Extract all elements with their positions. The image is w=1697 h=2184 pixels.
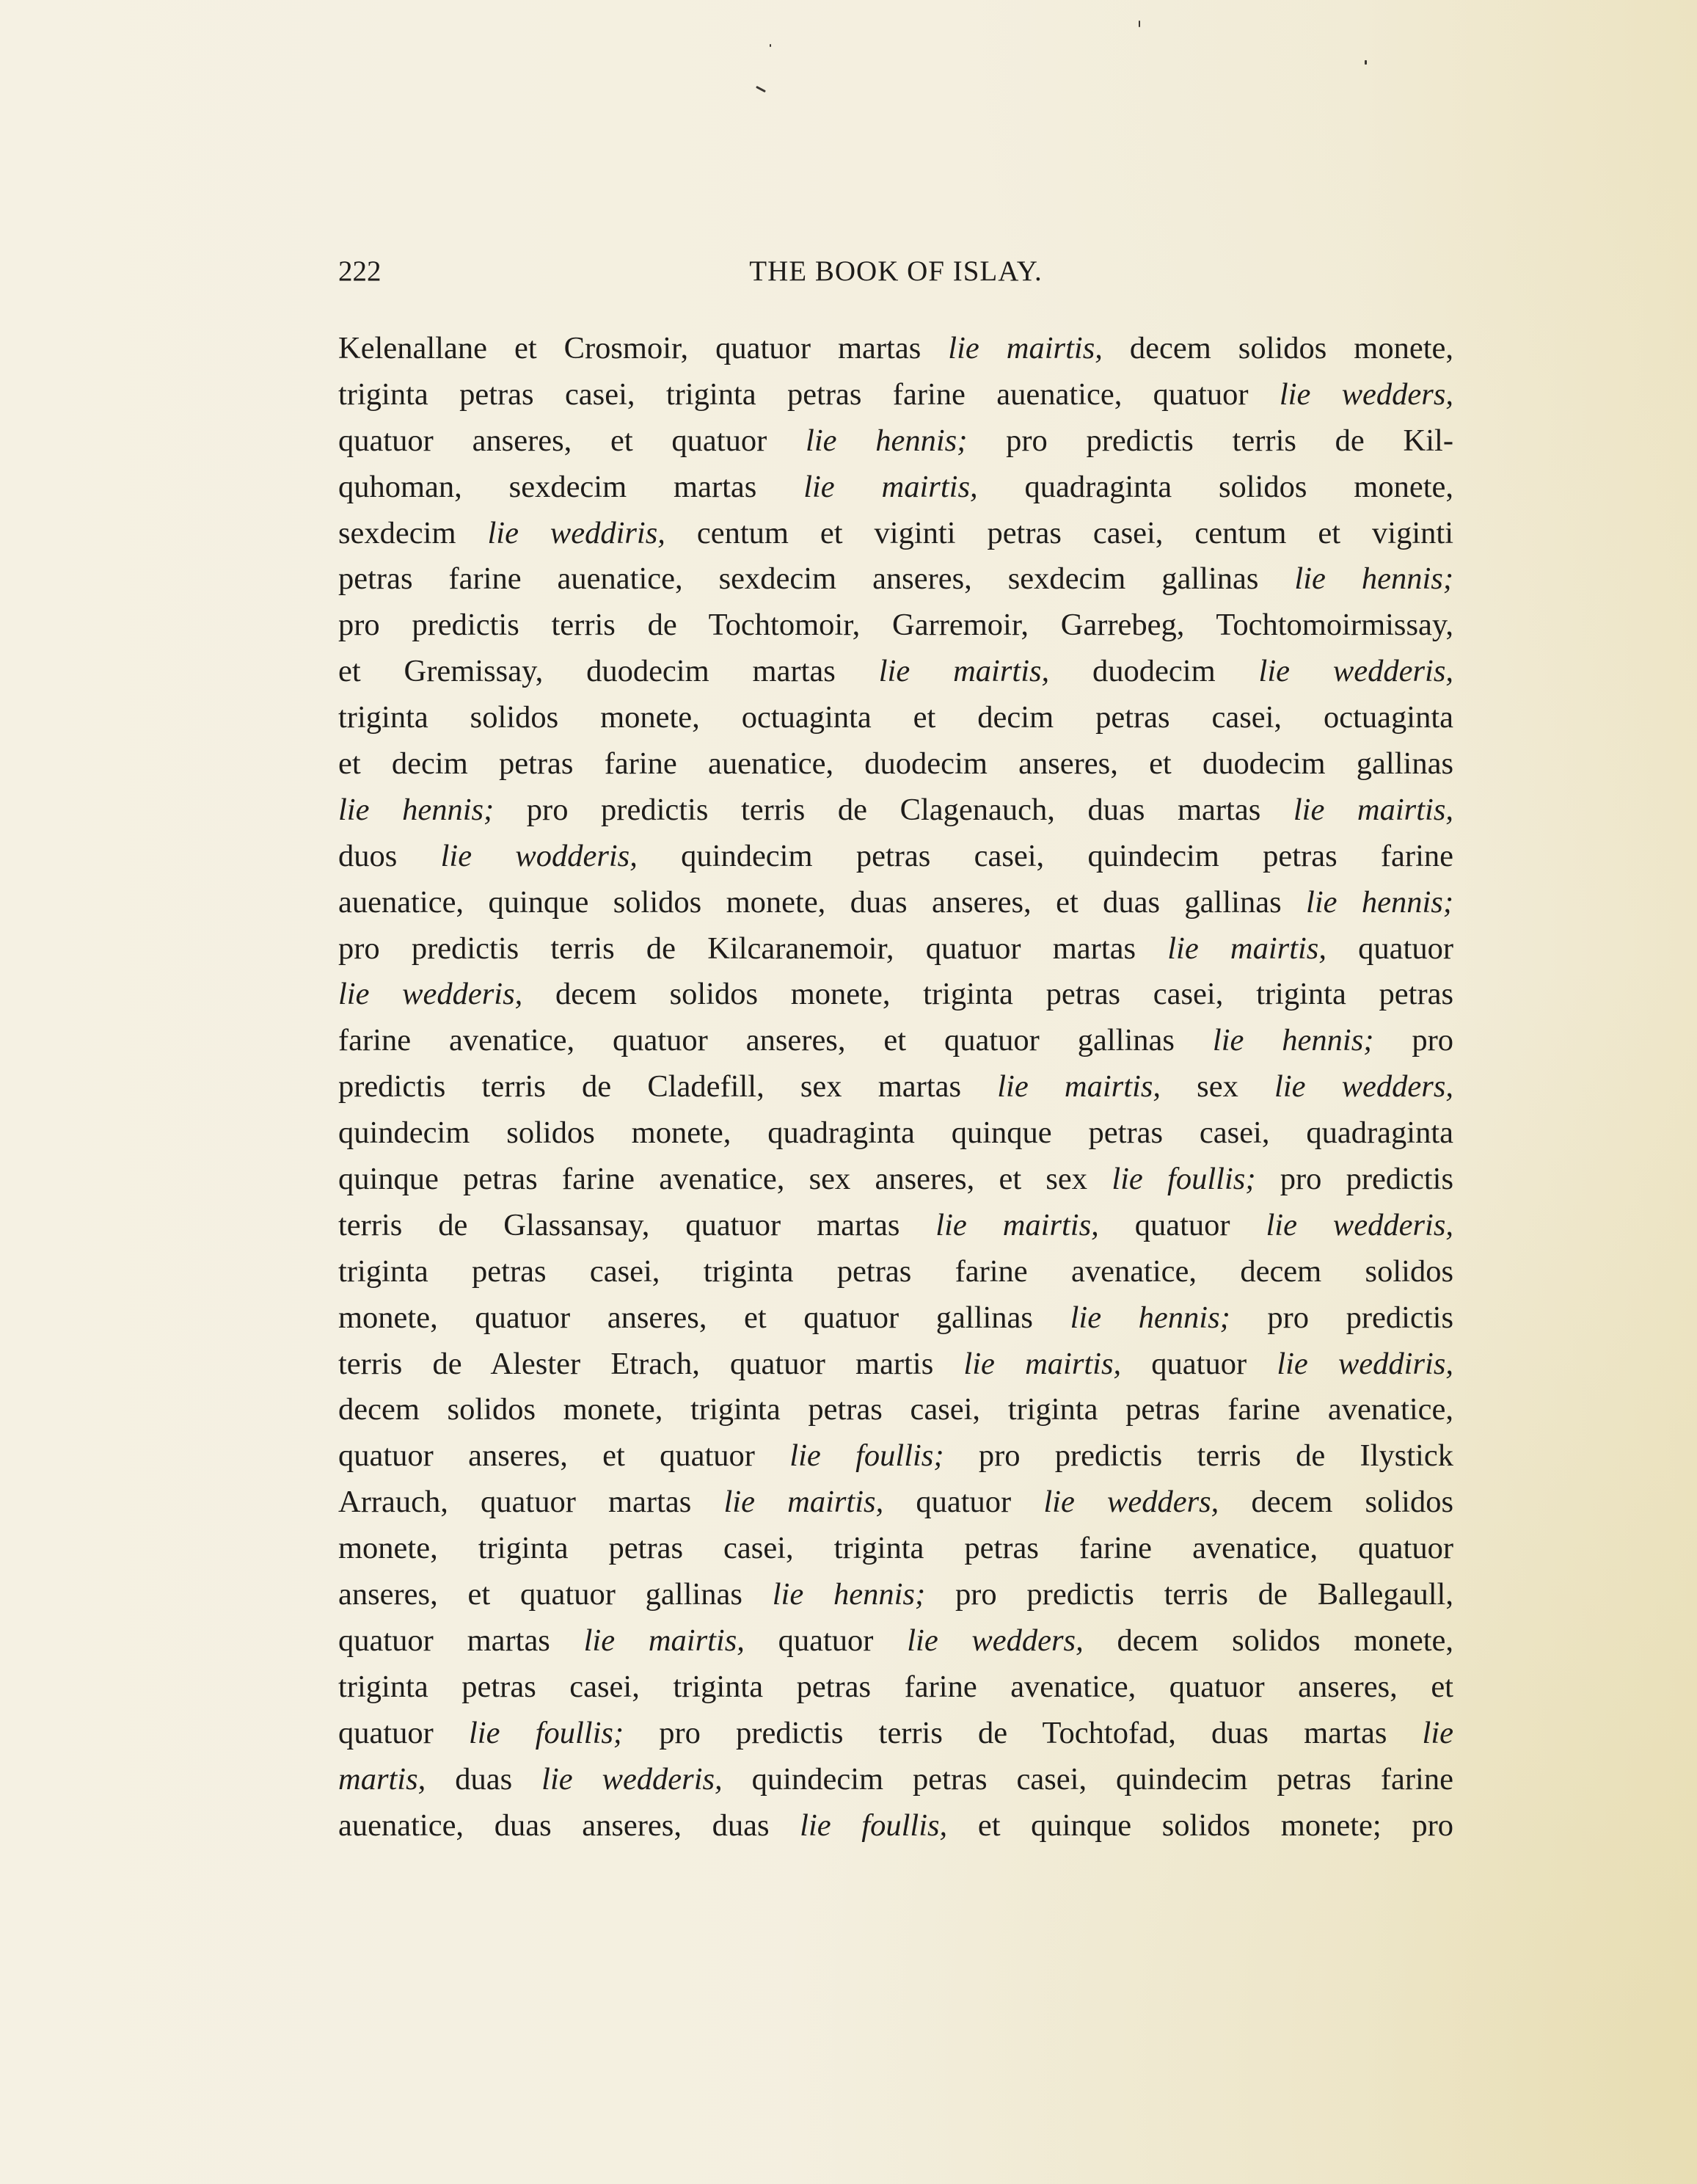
ink-speck — [1365, 60, 1367, 65]
text-line — [338, 972, 1453, 1018]
text-run: et decim petras farine auenatice, duodecim anseres, et duodecim gallinas — [338, 746, 1453, 782]
italic-term: lie foullis; — [469, 1715, 624, 1750]
italic-term: lie mairtis, — [878, 654, 1050, 689]
text-run: pro predictis terris de Ballegaull, — [925, 1577, 1453, 1612]
running-title: THE BOOK OF ISLAY. — [749, 255, 1043, 287]
italic-term: lie hennis; — [338, 792, 494, 827]
text-run: pro predictis terris de Tochtofad, duas martas — [624, 1715, 1423, 1750]
italic-term: lie mairtis, — [948, 331, 1103, 365]
text-line — [338, 372, 1453, 418]
text-run: pro predictis terris de Ilystick — [944, 1438, 1453, 1474]
italic-term: lie mairtis, — [997, 1069, 1161, 1104]
text-line — [338, 1295, 1453, 1342]
italic-term: lie hennis; — [1212, 1023, 1374, 1058]
text-line — [338, 1803, 1453, 1849]
text-run: centum et viginti petras casei, centum et viginti — [665, 515, 1454, 550]
text-run: pro predictis terris de Kil- — [967, 423, 1453, 458]
text-run: decem solidos monete, triginta petras casei, triginta petras — [522, 977, 1453, 1012]
text-run: quhoman, sexdecim martas — [338, 469, 804, 504]
text-run: pro predictis — [1255, 1162, 1453, 1197]
text-line — [338, 1064, 1453, 1110]
text-line — [338, 1110, 1453, 1157]
text-line — [338, 326, 1453, 372]
text-run: quadraginta solidos monete, — [977, 469, 1453, 504]
italic-term: lie hennis; — [1306, 884, 1453, 920]
text-line — [338, 1387, 1453, 1433]
text-line — [338, 1664, 1453, 1711]
running-head — [338, 250, 1453, 294]
text-run: duas — [426, 1761, 542, 1797]
text-line — [338, 603, 1453, 649]
text-line — [338, 511, 1453, 557]
text-run: sex — [1160, 1069, 1275, 1104]
text-run: sexdecim — [338, 515, 488, 550]
text-line — [338, 834, 1453, 880]
ink-speck — [756, 86, 766, 92]
text-run: terris de Alester Etrach, quatuor martis — [338, 1346, 964, 1381]
text-line — [338, 880, 1453, 926]
text-line — [338, 1711, 1453, 1757]
text-line — [338, 1526, 1453, 1572]
text-run: pro — [1373, 1023, 1454, 1058]
italic-term: lie wedders, — [1279, 376, 1453, 412]
italic-term: martis, — [338, 1761, 426, 1797]
text-run: pro predictis terris de Clagenauch, duas martas — [494, 792, 1293, 827]
text-run: pro predictis terris de Tochtomoir, Garremoir, Garrebeg, Tochtomoirmissay, — [338, 608, 1453, 643]
text-run: quatuor — [744, 1623, 908, 1658]
text-line — [338, 1433, 1453, 1479]
text-run: quatuor anseres, et quatuor — [338, 1438, 790, 1474]
italic-term: lie wodderis, — [440, 838, 638, 873]
text-run: anseres, et quatuor gallinas — [338, 1577, 773, 1612]
text-run: petras farine auenatice, sexdecim anseres, sexdecim gallinas — [338, 561, 1295, 597]
text-line — [338, 1249, 1453, 1295]
text-run: terris de Glassansay, quatuor martas — [338, 1207, 936, 1242]
text-run: Kelenallane et Crosmoir, quatuor martas — [338, 331, 949, 365]
text-line — [338, 1479, 1453, 1526]
text-run: triginta petras casei, triginta petras farine avenatice, decem solidos — [338, 1253, 1453, 1289]
text-line — [338, 1203, 1453, 1249]
text-run: quatuor — [1326, 931, 1453, 966]
italic-term: lie hennis; — [806, 423, 968, 458]
text-run: quatuor — [883, 1485, 1044, 1520]
italic-term: lie wedders, — [1043, 1485, 1219, 1520]
italic-term: lie foullis; — [1112, 1162, 1256, 1197]
text-run: quindecim solidos monete, quadraginta quinque petras casei, quadraginta — [338, 1115, 1453, 1151]
text-run: quatuor — [1098, 1207, 1266, 1242]
ink-speck — [1139, 21, 1140, 27]
italic-term: lie wedders, — [1274, 1069, 1453, 1104]
italic-term: lie mairtis, — [963, 1346, 1122, 1381]
italic-term: lie wedderis, — [541, 1761, 723, 1797]
italic-term: lie wedders, — [907, 1623, 1084, 1658]
text-line — [338, 465, 1453, 511]
text-line — [338, 1342, 1453, 1388]
text-run: et Gremissay, duodecim martas — [338, 654, 879, 689]
text-run: pro predictis terris de Kilcaranemoir, quatuor martas — [338, 931, 1168, 966]
text-run: triginta petras casei, triginta petras farine auenatice, quatuor — [338, 376, 1280, 412]
italic-term: lie wedderis, — [338, 977, 523, 1012]
italic-term: lie weddiris, — [487, 515, 665, 550]
text-run: decem solidos monete, — [1102, 331, 1453, 365]
text-run: pro predictis — [1230, 1300, 1453, 1335]
text-line — [338, 1157, 1453, 1203]
italic-term: lie hennis; — [772, 1577, 926, 1612]
italic-term: lie foullis, — [800, 1808, 948, 1843]
text-line — [338, 1572, 1453, 1618]
text-line — [338, 1757, 1453, 1803]
text-line — [338, 741, 1453, 787]
text-run: monete, quatuor anseres, et quatuor gallinas — [338, 1300, 1070, 1335]
text-run: decem solidos monete, — [1083, 1623, 1453, 1658]
text-run: monete, triginta petras casei, triginta petras farine avenatice, quatuor — [338, 1531, 1453, 1566]
body-text — [338, 326, 1453, 1849]
italic-term: lie mairtis, — [935, 1207, 1099, 1242]
italic-term: lie mairtis, — [1167, 931, 1326, 966]
text-run: quatuor anseres, et quatuor — [338, 423, 806, 458]
text-line — [338, 418, 1453, 465]
italic-term: lie mairtis, — [803, 469, 978, 504]
italic-term: lie mairtis, — [723, 1485, 884, 1520]
italic-term: lie hennis; — [1294, 561, 1454, 597]
text-run: auenatice, duas anseres, duas — [338, 1808, 800, 1843]
text-line — [338, 926, 1453, 972]
italic-term: lie — [1422, 1715, 1454, 1750]
text-line — [338, 649, 1453, 695]
text-run: farine avenatice, quatuor anseres, et quatuor gallinas — [338, 1023, 1213, 1058]
text-line — [338, 695, 1453, 741]
text-run: decem solidos monete, triginta petras casei, triginta petras farine avenatice, — [338, 1392, 1453, 1427]
italic-term: lie hennis; — [1070, 1300, 1230, 1335]
text-run: quindecim petras casei, quindecim petras farine — [637, 838, 1453, 873]
text-run: quindecim petras casei, quindecim petras farine — [722, 1761, 1453, 1797]
ink-speck — [770, 44, 771, 47]
text-run: auenatice, quinque solidos monete, duas anseres, et duas gallinas — [338, 884, 1307, 920]
text-run: triginta petras casei, triginta petras farine avenatice, quatuor anseres, et — [338, 1669, 1453, 1704]
text-run: triginta solidos monete, octuaginta et decim petras casei, octuaginta — [338, 700, 1453, 735]
text-run: et quinque solidos monete; pro — [947, 1808, 1454, 1843]
page-number: 222 — [338, 255, 382, 287]
italic-term: lie wedderis, — [1266, 1207, 1453, 1242]
italic-term: lie mairtis, — [1293, 792, 1454, 827]
text-run: quinque petras farine avenatice, sex anseres, et sex — [338, 1162, 1112, 1197]
text-run: Arrauch, quatuor martas — [338, 1485, 724, 1520]
italic-term: lie wedderis, — [1258, 654, 1453, 689]
text-line — [338, 556, 1453, 603]
text-run: predictis terris de Cladefill, sex martas — [338, 1069, 998, 1104]
italic-term: lie foullis; — [789, 1438, 944, 1474]
italic-term: lie weddiris, — [1277, 1346, 1453, 1381]
text-run: duodecim — [1049, 654, 1259, 689]
text-run: quatuor — [1121, 1346, 1277, 1381]
text-run: duos — [338, 838, 441, 873]
text-run: quatuor — [338, 1715, 469, 1750]
text-run: quatuor martas — [338, 1623, 584, 1658]
italic-term: lie mairtis, — [583, 1623, 745, 1658]
text-run: decem solidos — [1219, 1485, 1453, 1520]
text-line — [338, 1018, 1453, 1064]
text-line — [338, 787, 1453, 834]
text-line — [338, 1618, 1453, 1664]
